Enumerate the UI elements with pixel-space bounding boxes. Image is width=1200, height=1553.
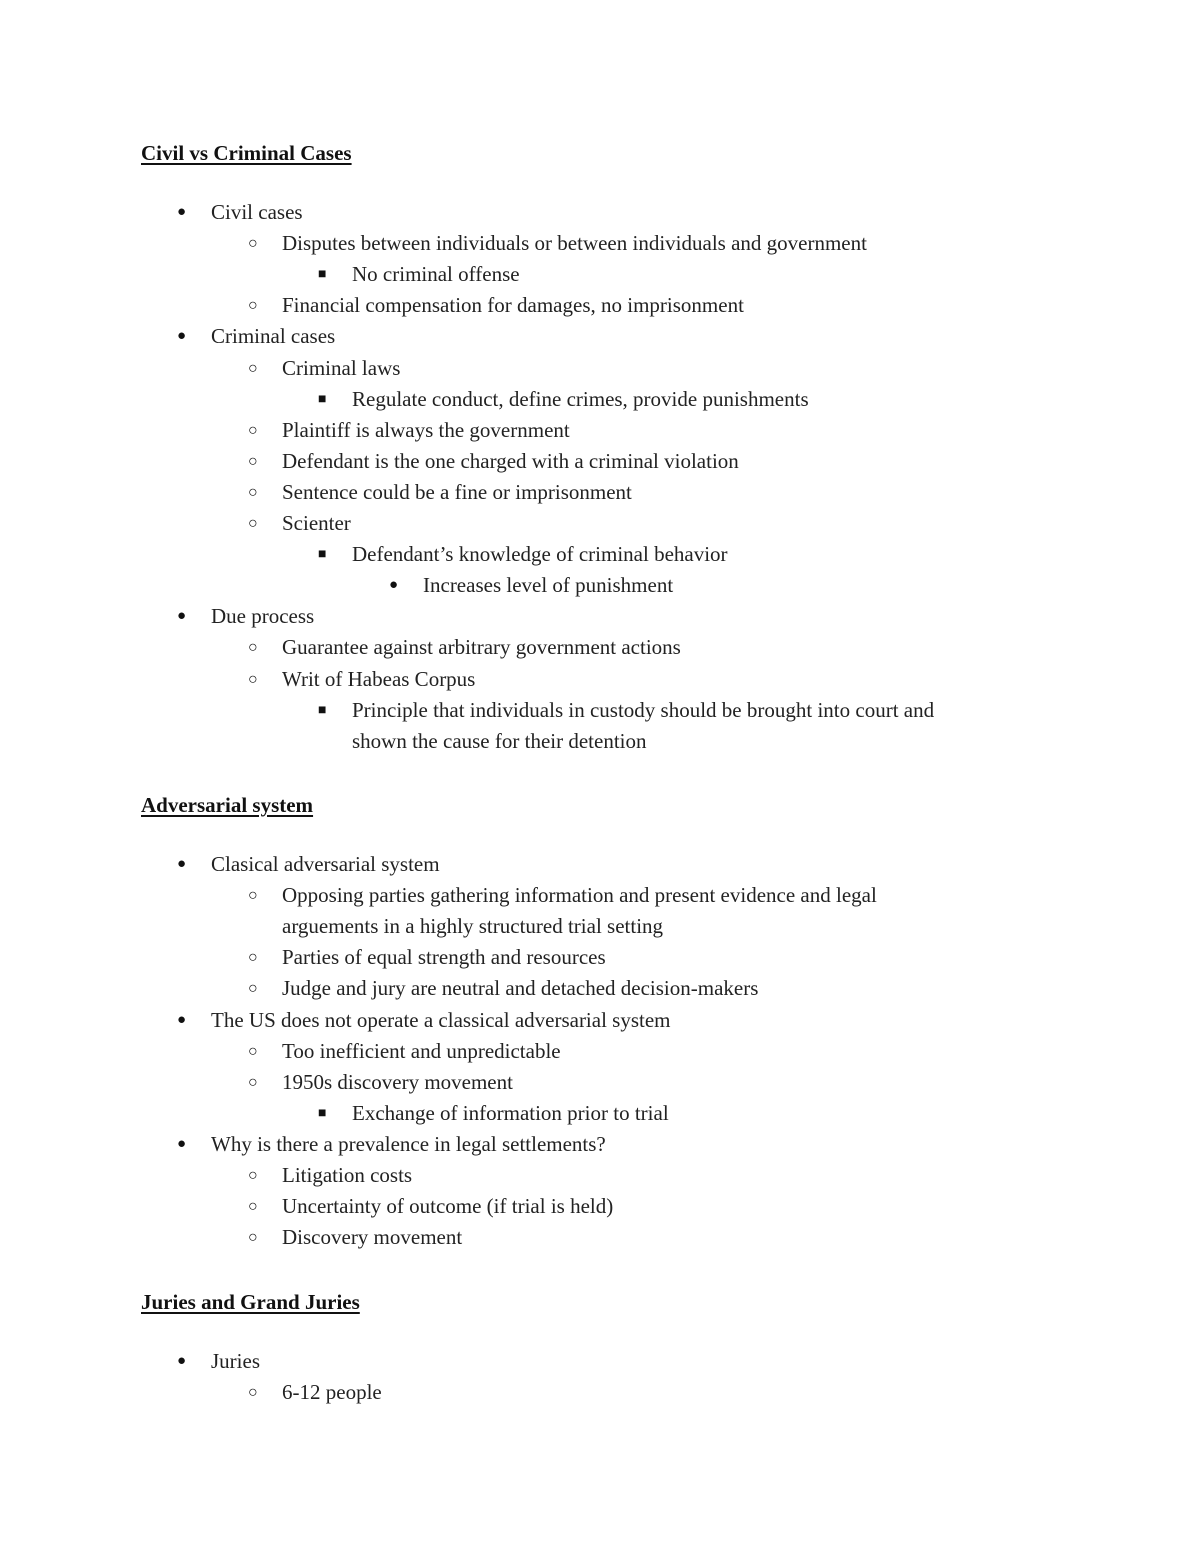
filled-circle-bullet-icon: ● <box>177 328 187 345</box>
list-item-text: Why is there a prevalence in legal settlements? <box>211 1131 606 1156</box>
square-bullet-icon: ■ <box>318 1105 327 1121</box>
hollow-circle-bullet-icon: ○ <box>248 670 258 688</box>
filled-circle-bullet-icon: ● <box>177 1011 187 1028</box>
section-heading: Juries and Grand Juries <box>141 1290 360 1314</box>
filled-circle-bullet-icon: ● <box>389 577 399 594</box>
list-item-text: Civil cases <box>211 200 303 224</box>
list-item-text: Increases level of punishment <box>423 573 674 598</box>
hollow-circle-bullet-icon: ○ <box>248 1167 258 1184</box>
list-item-text: Criminal cases <box>211 324 336 349</box>
hollow-circle-bullet-icon: ○ <box>248 1229 258 1247</box>
filled-circle-bullet-icon: ● <box>177 1135 187 1152</box>
list-item-text: Juries <box>211 1349 260 1373</box>
list-item-text: Judge and jury are neutral and detached decision-makers <box>282 976 759 1001</box>
hollow-circle-bullet-icon: ○ <box>248 297 258 315</box>
list-item-text: Scienter <box>282 511 351 535</box>
square-bullet-icon: ■ <box>318 547 327 563</box>
list-item-text: Due process <box>211 604 315 629</box>
hollow-circle-bullet-icon: ○ <box>248 235 258 253</box>
list-item-text: 6-12 people <box>282 1380 382 1405</box>
list-item-text: Plaintiff is always the government <box>282 417 570 442</box>
list-item-text: No criminal offense <box>352 262 520 287</box>
hollow-circle-bullet-icon: ○ <box>248 639 258 657</box>
list-item-text: Disputes between individuals or between individuals and government <box>282 231 867 256</box>
hollow-circle-bullet-icon: ○ <box>248 980 258 998</box>
list-item-text: Parties of equal strength and resources <box>282 945 606 970</box>
list-item-text: shown the cause for their detention <box>352 728 647 753</box>
list-item-text: Exchange of information prior to trial <box>352 1100 669 1125</box>
list-item-text: Clasical adversarial system <box>211 852 440 876</box>
square-bullet-icon: ■ <box>318 702 327 718</box>
section-heading: Civil vs Criminal Cases <box>141 141 352 165</box>
filled-circle-bullet-icon: ● <box>177 856 187 872</box>
list-item-text: 1950s discovery movement <box>282 1069 513 1094</box>
square-bullet-icon: ■ <box>318 391 327 407</box>
hollow-circle-bullet-icon: ○ <box>248 949 258 967</box>
list-item-text: Discovery movement <box>282 1225 463 1250</box>
hollow-circle-bullet-icon: ○ <box>248 1384 258 1402</box>
hollow-circle-bullet-icon: ○ <box>248 359 258 377</box>
filled-circle-bullet-icon: ● <box>177 1353 187 1369</box>
hollow-circle-bullet-icon: ○ <box>248 452 258 470</box>
list-item-text: Uncertainty of outcome (if trial is held) <box>282 1194 614 1219</box>
hollow-circle-bullet-icon: ○ <box>248 515 258 532</box>
list-item-text: Criminal laws <box>282 355 401 380</box>
list-item-text: Financial compensation for damages, no imprisonment <box>282 293 744 318</box>
list-item-text: Principle that individuals in custody should be brought into court and <box>352 697 935 722</box>
list-item-text: Sentence could be a fine or imprisonment <box>282 479 632 504</box>
hollow-circle-bullet-icon: ○ <box>248 1073 258 1091</box>
list-item-text: Litigation costs <box>282 1163 413 1187</box>
list-item-text: The US does not operate a classical adversarial system <box>211 1007 671 1032</box>
hollow-circle-bullet-icon: ○ <box>248 1198 258 1216</box>
list-item-text: Guarantee against arbitrary government actions <box>282 635 681 660</box>
hollow-circle-bullet-icon: ○ <box>248 887 258 905</box>
list-item-text: Opposing parties gathering information and present evidence and legal <box>282 883 877 908</box>
list-item-text: Defendant’s knowledge of criminal behavior <box>352 542 728 567</box>
hollow-circle-bullet-icon: ○ <box>248 1042 258 1060</box>
filled-circle-bullet-icon: ● <box>177 608 187 625</box>
list-item-text: arguements in a highly structured trial setting <box>282 914 664 939</box>
list-item-text: Writ of Habeas Corpus <box>282 666 476 691</box>
section-heading: Adversarial system <box>141 793 314 817</box>
hollow-circle-bullet-icon: ○ <box>248 483 258 501</box>
list-item-text: Too inefficient and unpredictable <box>282 1038 561 1063</box>
list-item-text: Defendant is the one charged with a criminal violation <box>282 448 739 473</box>
square-bullet-icon: ■ <box>318 267 327 283</box>
list-item-text: Regulate conduct, define crimes, provide punishments <box>352 386 809 411</box>
hollow-circle-bullet-icon: ○ <box>248 421 258 439</box>
filled-circle-bullet-icon: ● <box>177 204 187 220</box>
